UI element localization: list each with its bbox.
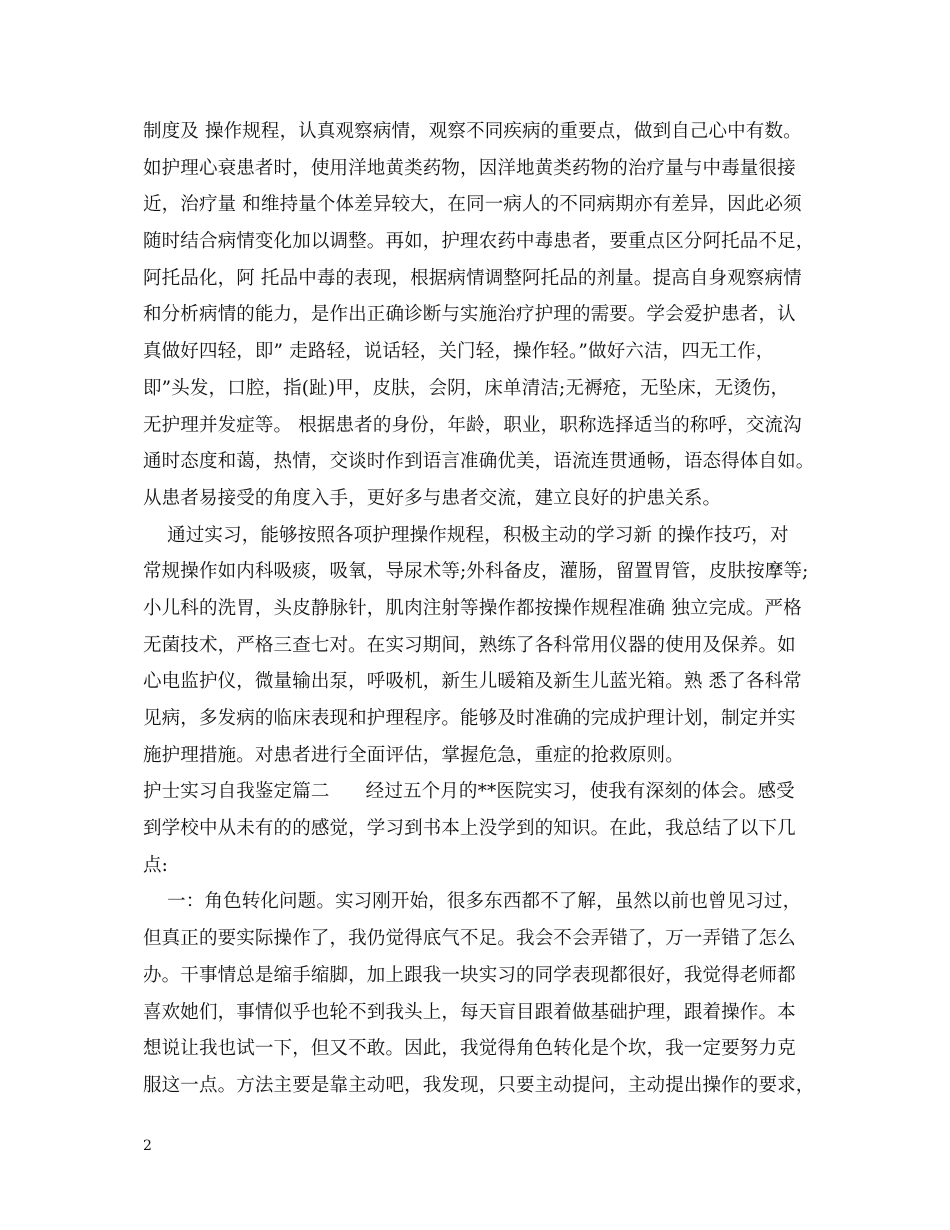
section-heading-line: 护士实习自我鉴定篇二 经过五个月的**医院实习，使我有深刻的体会。感受 bbox=[143, 781, 795, 803]
text-line: 无菌技术，严格三查七对。在实习期间，熟练了各科常用仪器的使用及保养。如 bbox=[143, 634, 796, 656]
text-line: 心电监护仪，微量输出泵，呼吸机，新生儿暖箱及新生儿蓝光箱。熟 悉了各科常 bbox=[143, 671, 802, 693]
text-line: 真做好四轻，即” 走路轻，说话轻，关门轻，操作轻。”做好六洁，四无工作， bbox=[143, 341, 775, 363]
body-text bbox=[143, 114, 833, 1105]
text-line: 阿托品化，阿 托品中毒的表现，根据病情调整阿托品的剂量。提高自身观察病情 bbox=[143, 267, 802, 289]
text-line: 如护理心衰患者时，使用洋地黄类药物，因洋地黄类药物的治疗量与中毒量很接 bbox=[143, 157, 796, 179]
text-line: 通时态度和蔼，热情，交谈时作到语言准确优美，语流连贯通畅，语态得体自如。 bbox=[143, 451, 815, 473]
text-line: 服这一点。方法主要是靠主动吧，我发现，只要主动提问，主动提出操作的要求， bbox=[143, 1074, 815, 1096]
text-line: 一：角色转化问题。实习刚开始，很多东西都不了解，虽然以前也曾见习过， bbox=[143, 891, 802, 913]
text-line: 即”头发，口腔，指(趾)甲，皮肤，会阴，床单清洁;无褥疮，无坠床，无烫伤， bbox=[143, 377, 790, 399]
text-line: 通过实习，能够按照各项护理操作规程，积极主动的学习新 的操作技巧，对 bbox=[143, 524, 789, 546]
text-line: 但真正的要实际操作了，我仍觉得底气不足。我会不会弄错了，万一弄错了怎么 bbox=[143, 928, 796, 950]
text-line: 办。干事情总是缩手缩脚，加上跟我一块实习的同学表现都很好，我觉得老师都 bbox=[143, 964, 796, 986]
text-line: 和分析病情的能力，是作出正确诊断与实施治疗护理的需要。学会爱护患者，认 bbox=[143, 304, 796, 326]
text-line: 近，治疗量 和维持量个体差异较大，在同一病人的不同病期亦有差异，因此必须 bbox=[143, 194, 802, 216]
text-line: 随时结合病情变化加以调整。再如，护理农药中毒患者，要重点区分阿托品不足， bbox=[143, 231, 815, 253]
text-line: 到学校中从未有的的感觉，学习到书本上没学到的知识。在此，我总结了以下几 bbox=[143, 818, 796, 840]
page-number: 2 bbox=[143, 1138, 152, 1154]
text-line: 喜欢她们，事情似乎也轮不到我头上，每天盲目跟着做基础护理，跟着操作。本 bbox=[143, 1001, 796, 1023]
text-line: 点: bbox=[143, 854, 169, 876]
text-line: 常规操作如内科吸痰，吸氧，导尿术等;外科备皮，灌肠，留置胃管，皮肤按摩等; bbox=[143, 561, 809, 583]
text-line: 见病，多发病的临床表现和护理程序。能够及时准确的完成护理计划，制定并实 bbox=[143, 708, 796, 729]
text-line: 无护理并发症等。 根据患者的身份，年龄，职业，职称选择适当的称呼，交流沟 bbox=[143, 414, 802, 436]
text-line: 从患者易接受的角度入手，更好多与患者交流，建立良好的护患关系。 bbox=[143, 487, 722, 509]
text-line: 小儿科的洗胃，头皮静脉针，肌肉注射等操作都按操作规程准确 独立完成。严格 bbox=[143, 597, 802, 619]
text-line: 施护理措施。对患者进行全面评估，掌握危急，重症的抢救原则。 bbox=[143, 744, 684, 766]
text-line: 制度及 操作规程，认真观察病情，观察不同疾病的重要点，做到自己心中有数。 bbox=[143, 121, 802, 142]
text-line: 想说让我也试一下，但又不敢。因此，我觉得角色转化是个坎，我一定要努力克 bbox=[143, 1038, 796, 1060]
